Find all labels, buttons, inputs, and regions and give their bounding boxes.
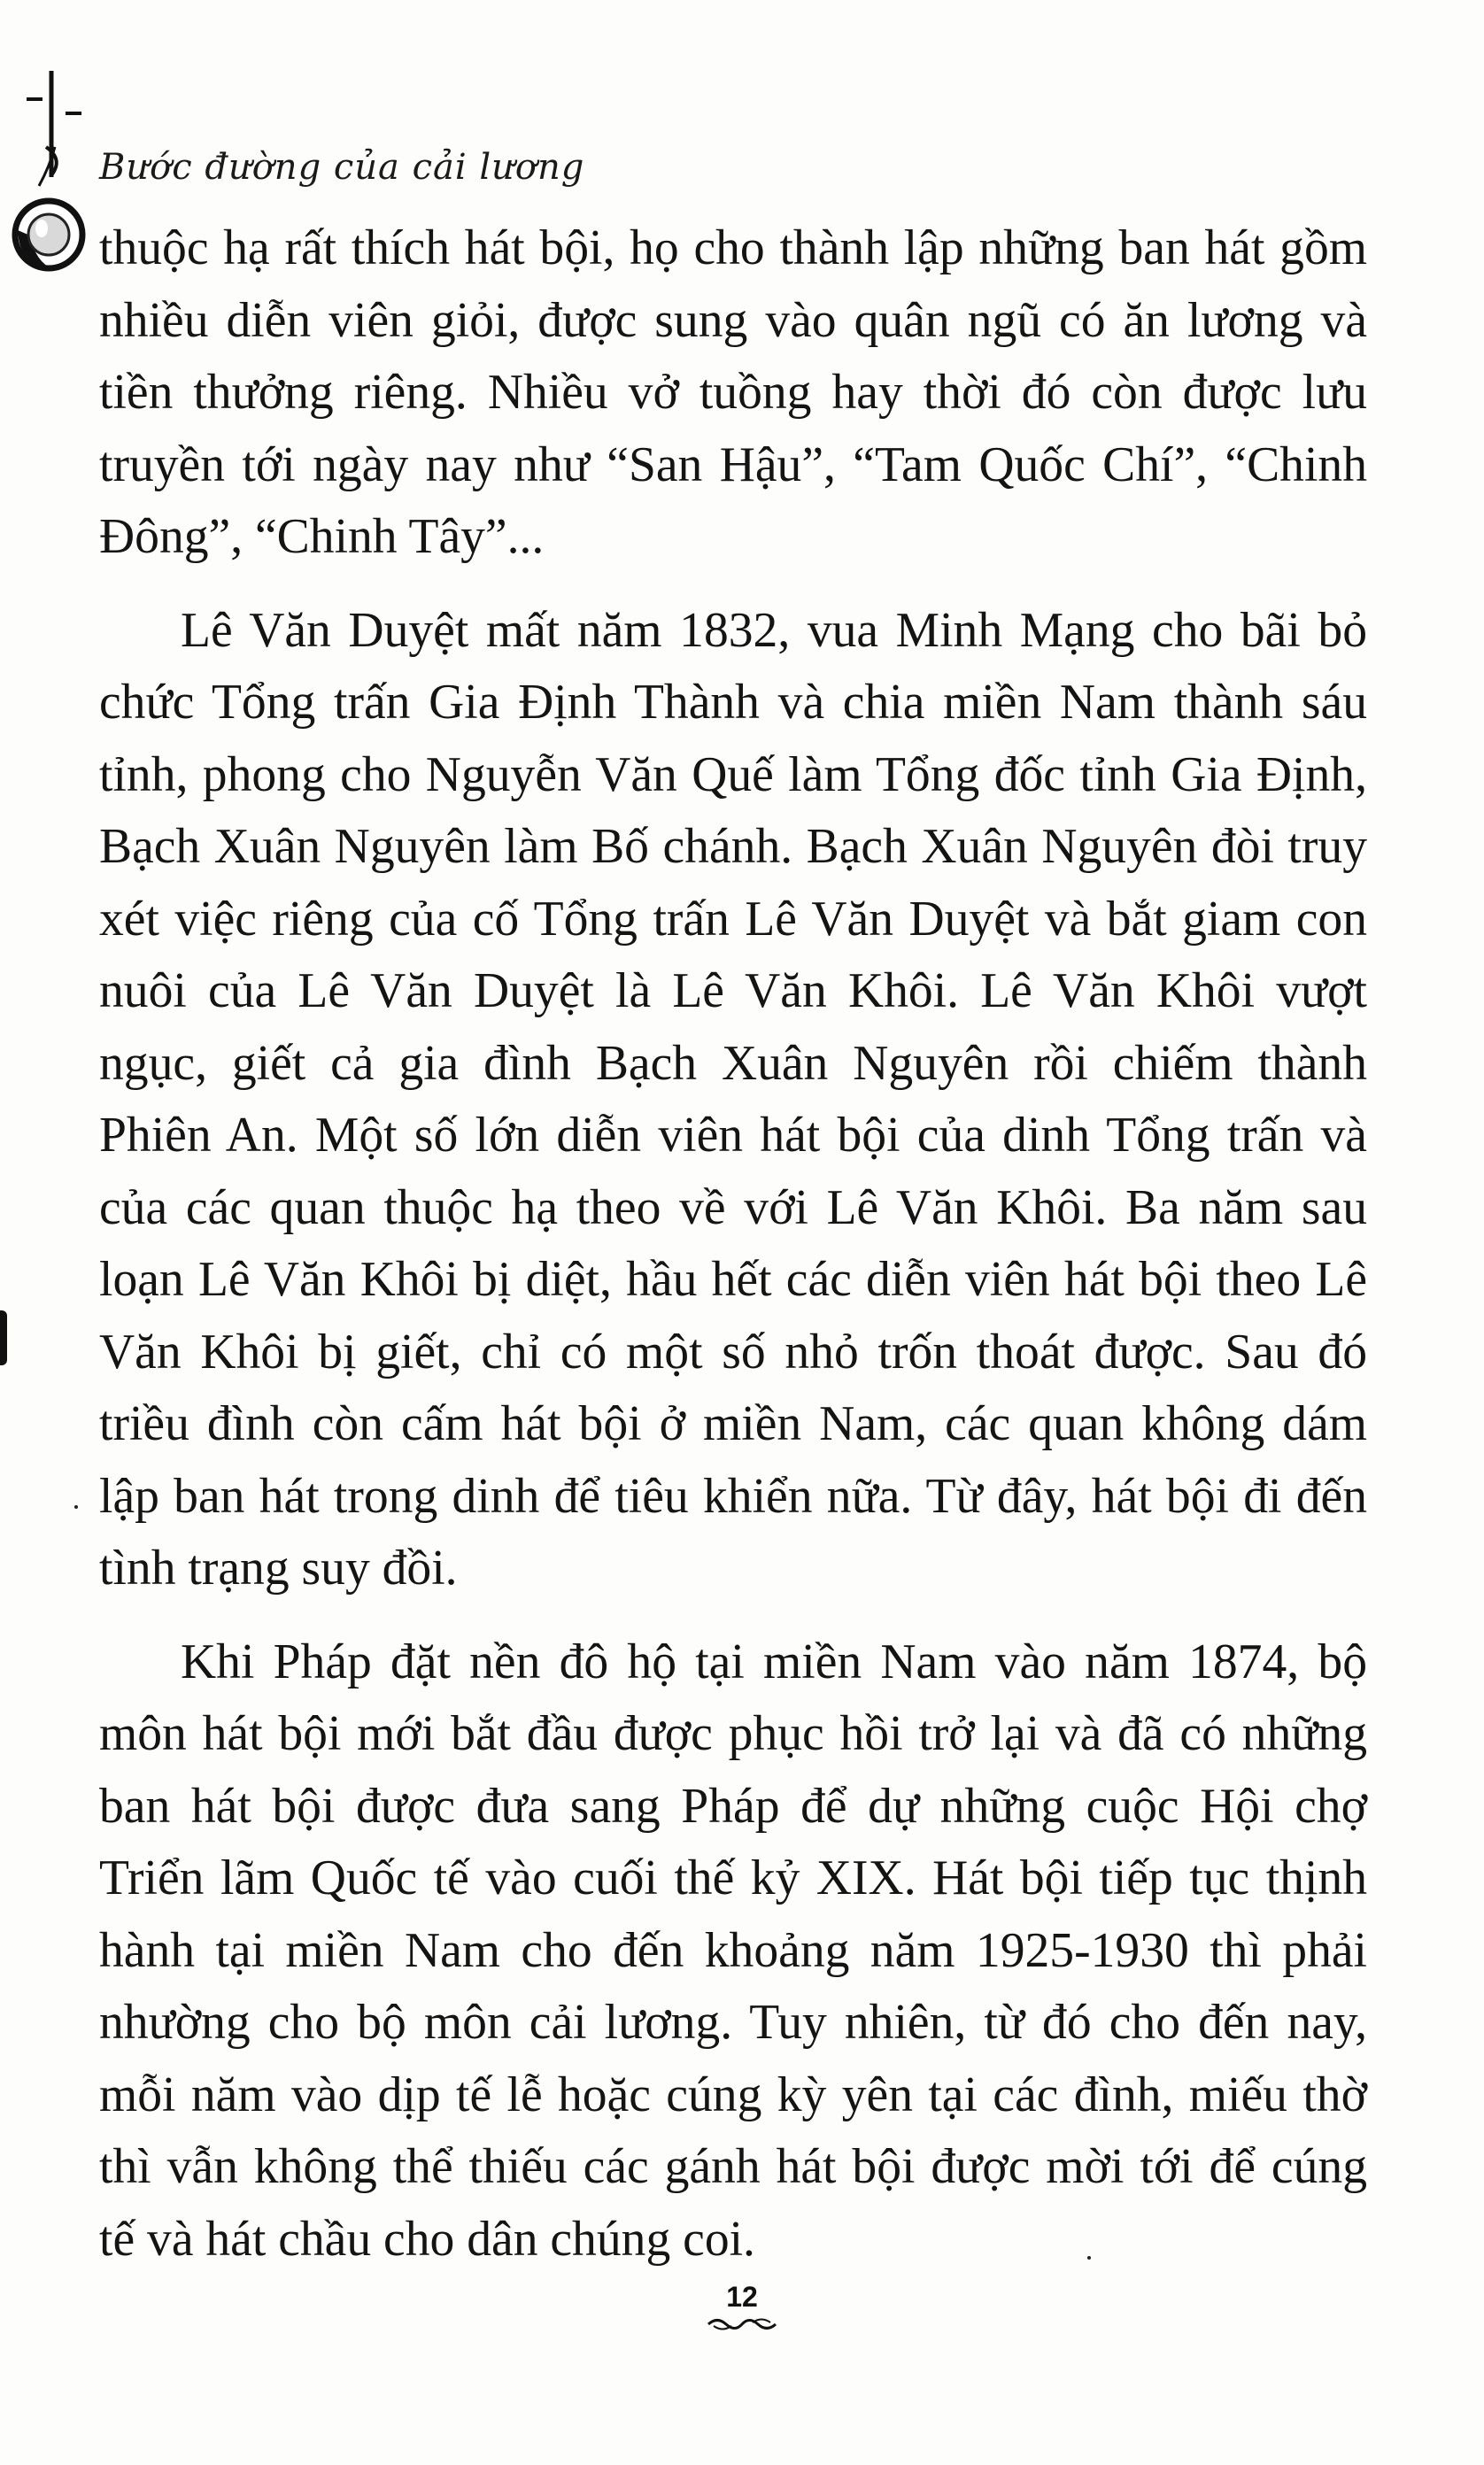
body-text	[99, 212, 1367, 2276]
page-number: 12	[726, 2281, 758, 2313]
flourish-ornament-icon	[705, 2314, 779, 2334]
running-head: Bước đường của cải lương	[99, 147, 585, 188]
lute-ornament-icon	[0, 62, 97, 292]
margin-mark	[0, 1310, 7, 1365]
page-footer	[0, 2281, 1484, 2334]
ink-speck	[1087, 2256, 1091, 2260]
ink-speck	[74, 1505, 78, 1509]
paragraph-2: Lê Văn Duyệt mất năm 1832, vua Minh Mạng cho bãi bỏ chức Tổng trấn Gia Định Thành và chia miền Nam thành sáu tỉnh, phong cho Nguyễn Văn Quế làm Tổng đốc tỉnh Gia Định, Bạch Xuân Nguyên làm Bố chánh. Bạch Xuân Nguyên đòi truy xét việc riêng của cố Tổng trấn Lê Văn Duyệt và bắt giam con nuôi của Lê Văn Duyệt là Lê Văn Khôi. Lê Văn Khôi vượt ngục, giết cả gia đình Bạch Xuân Nguyên rồi chiếm thành Phiên An. Một số lớn diễn viên hát bội của dinh Tổng trấn và của các quan thuộc hạ theo về với Lê Văn Khôi. Ba năm sau loạn Lê Văn Khôi bị diệt, hầu hết các diễn viên hát bội theo Lê Văn Khôi bị giết, chỉ có một số nhỏ trốn thoát được. Sau đó triều đình còn cấm hát bội ở miền Nam, các quan không dám lập ban hát trong dinh để tiêu khiển nữa. Từ đây, hát bội đi đến tình trạng suy đồi.	[99, 602, 1367, 1596]
paragraph-3: Khi Pháp đặt nền đô hộ tại miền Nam vào năm 1874, bộ môn hát bội mới bắt đầu được phục hồi trở lại và đã có những ban hát bội được đưa sang Pháp để dự những cuộc Hội chợ Triển lãm Quốc tế vào cuối thế kỷ XIX. Hát bội tiếp tục thịnh hành tại miền Nam cho đến khoảng năm 1925-1930 thì phải nhường cho bộ môn cải lương. Tuy nhiên, từ đó cho đến nay, mỗi năm vào dịp tế lễ hoặc cúng kỳ yên tại các đình, miếu thờ thì vẫn không thể thiếu các gánh hát bội được mời tới để cúng tế và hát chầu cho dân chúng coi.	[99, 1634, 1367, 2267]
paragraph-1: thuộc hạ rất thích hát bội, họ cho thành lập những ban hát gồm nhiều diễn viên giỏi, được sung vào quân ngũ có ăn lương và tiền thưởng riêng. Nhiều vở tuồng hay thời đó còn được lưu truyền tới ngày nay như “San Hậu”, “Tam Quốc Chí”, “Chinh Đông”, “Chinh Tây”...	[99, 220, 1367, 564]
